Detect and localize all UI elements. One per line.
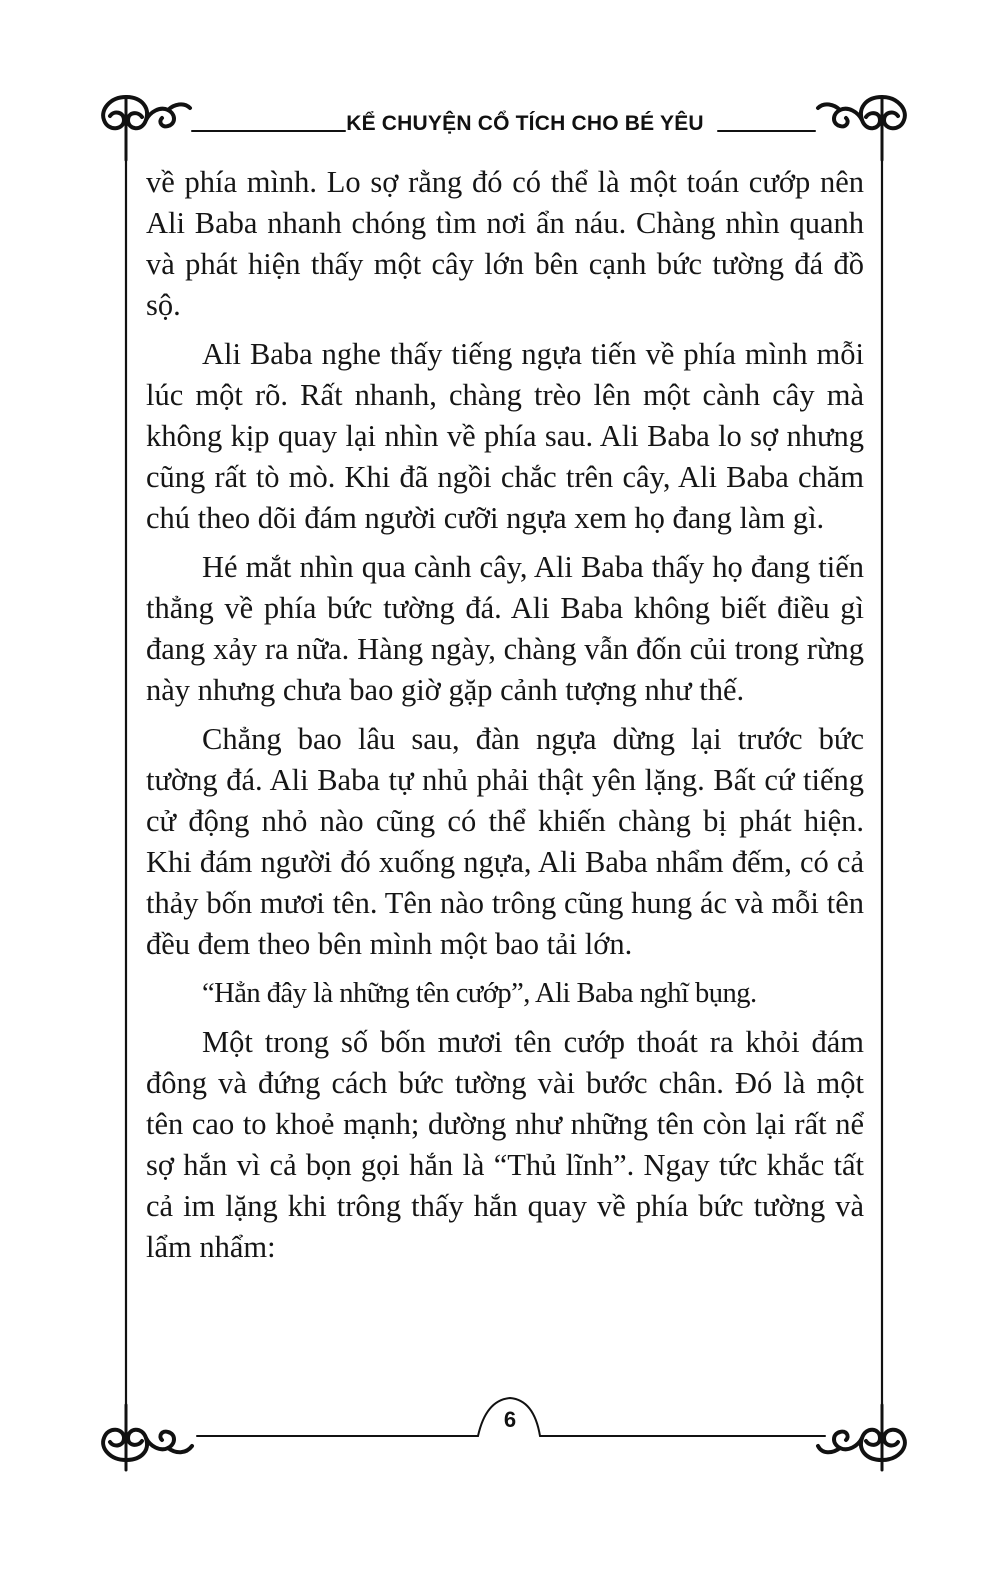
story-body [146,162,864,1276]
ornament-bottom-right-icon [818,1405,905,1470]
ornament-top-left-icon [103,97,190,160]
paragraph: về phía mình. Lo sợ rằng đó có thể là một toán cướp nên Ali Baba nhanh chóng tìm nơi ẩn náu. Chàng nhìn quanh và phát hiện thấy một cây lớn bên cạnh bức tường đá đồ sộ. [146,165,864,322]
paragraph: Chẳng bao lâu sau, đàn ngựa dừng lại trước bức tường đá. Ali Baba tự nhủ phải thật yên lặng. Bất cứ tiếng cử động nhỏ nào cũng có thể khiến chàng bị phát hiện. Khi đám người đó xuống ngựa, Ali Baba nhẩm đếm, có cả thảy bốn mươi tên. Tên nào trông cũng hung ác và mỗi tên đều đem theo bên mình một bao tải lớn. [146,722,864,961]
paragraph: Hé mắt nhìn qua cành cây, Ali Baba thấy họ đang tiến thẳng về phía bức tường đá. Ali Baba không biết điều gì đang xảy ra nữa. Hàng ngày, chàng vẫn đốn củi trong rừng này nhưng chưa bao giờ gặp cảnh tượng như thế. [146,550,864,707]
paragraph: “Hẳn đây là những tên cướp”, Ali Baba nghĩ bụng. [202,978,757,1009]
paragraph: Ali Baba nghe thấy tiếng ngựa tiến về phía mình mỗi lúc một rõ. Rất nhanh, chàng trèo lên một cành cây mà không kịp quay lại nhìn về phía sau. Ali Baba lo sợ nhưng cũng rất tò mò. Khi đã ngồi chắc trên cây, Ali Baba chăm chú theo dõi đám người cưỡi ngựa xem họ đang làm gì. [146,337,864,535]
running-header-title: KỂ CHUYỆN CỔ TÍCH CHO BÉ YÊU [346,112,704,135]
ornament-bottom-left-icon [103,1405,192,1470]
paragraph: Một trong số bốn mươi tên cướp thoát ra khỏi đám đông và đứng cách bức tường vài bước chân. Đó là một tên cao to khoẻ mạnh; dường như những tên còn lại rất nể sợ hắn vì cả bọn gọi hắn là “Thủ lĩnh”. Ngay tức khắc tất cả im lặng khi trông thấy hắn quay về phía bức tường và lẩm nhẩm: [146,1025,864,1264]
page-number: 6 [503,1407,517,1432]
ornament-top-right-icon [818,97,905,160]
